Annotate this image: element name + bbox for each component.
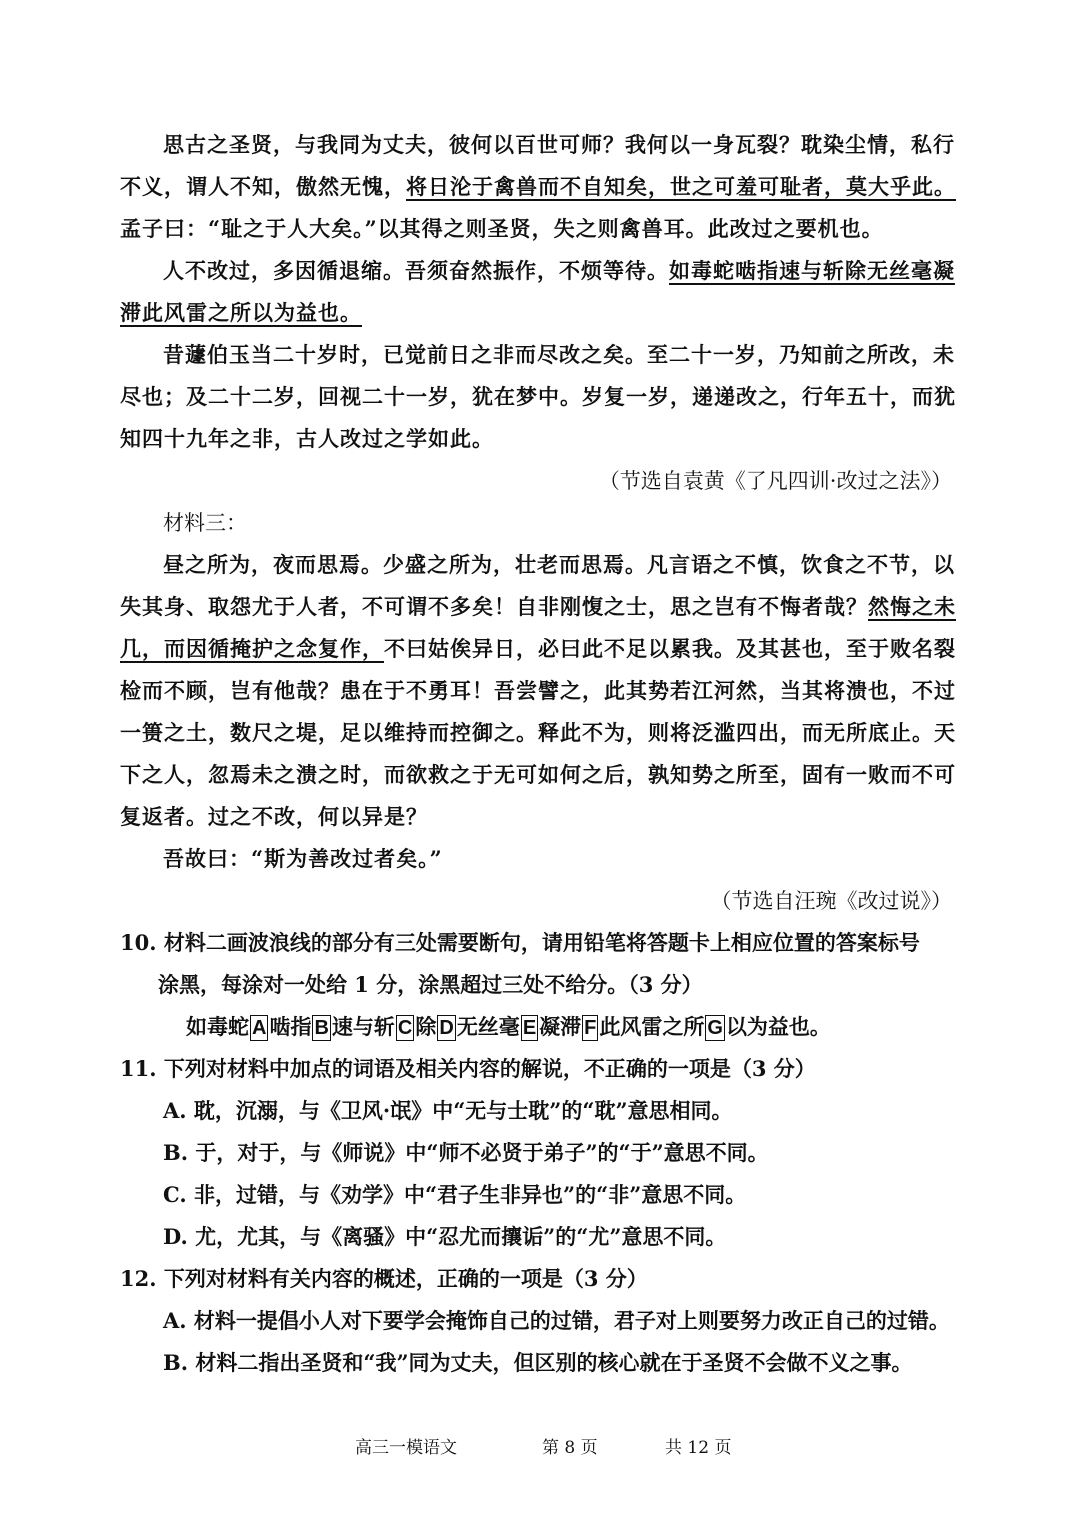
m2-p1-line2-text: 不义，谓人不知，傲然无愧， xyxy=(120,174,406,199)
q10-seg: 无丝毫 xyxy=(456,1014,520,1039)
m3-line4: 检而不顾，岂有他哉？患在于不勇耳！吾尝譬之，此其势若江河然，当其将溃也，不过 xyxy=(120,678,956,703)
m3-line2 xyxy=(120,592,956,622)
m3-line8: 吾故曰：“斯为善改过者矣。” xyxy=(163,846,443,871)
m3-underlined-sentence-end: 几，而因循掩护之念复作， xyxy=(120,636,384,661)
m2-p3-line2: 尽也；及二十二岁，回视二十一岁，犹在梦中。岁复一岁，递递改之，行年五十，而犹 xyxy=(120,384,956,409)
m2-p1-underlined-sentence: 将日沦于禽兽而不自知矣，世之可羞可耻者，莫大乎此。 xyxy=(406,174,956,199)
m2-p1-line3: 孟子曰：“耻之于人大矣。”以其得之则圣贤，失之则禽兽耳。此改过之要机也。 xyxy=(120,216,884,241)
q10-seg: 如毒蛇 xyxy=(186,1014,249,1039)
q12-stem: 12. 下列对材料有关内容的概述，正确的一项是（3 分） xyxy=(120,1266,648,1291)
m2-p1-line2 xyxy=(120,172,956,202)
m2-p2-wavy-sentence: 如毒蛇啮指速与斩除无丝毫凝 xyxy=(669,258,955,283)
m3-heading: 材料三： xyxy=(163,511,247,535)
q11-option-a: A. 耽，沉溺，与《卫风·氓》中“无与士耽”的“耽”意思相同。 xyxy=(163,1098,733,1123)
m2-p3-line3: 知四十九年之非，古人改过之学如此。 xyxy=(120,426,494,451)
q10-mark-b[interactable]: B xyxy=(314,1017,329,1039)
q10-mark-a[interactable]: A xyxy=(252,1017,267,1039)
m3-line2-text: 失其身、取怨尤于人者，不可谓不多矣！自非刚愎之士，思之岂有不悔者哉？ xyxy=(120,594,868,619)
m2-p1-line1: 思古之圣贤，与我同为丈夫，彼何以百世可师？我何以一身瓦裂？耽染尘情，私行 xyxy=(163,132,955,157)
q10-seg: 速与斩 xyxy=(331,1014,395,1039)
m3-line6: 下之人，忽焉未之溃之时，而欲救之于无可如何之后，孰知势之所至，固有一败而不可 xyxy=(120,762,956,787)
m2-p2-wavy-sentence-end: 滞此风雷之所以为益也。 xyxy=(120,300,362,325)
footer-page-number: 第 8 页 xyxy=(542,1438,598,1458)
m2-p2-line1 xyxy=(163,256,955,286)
q11-stem: 11. 下列对材料中加点的词语及相关内容的解说，不正确的一项是（3 分） xyxy=(120,1056,816,1081)
q11-option-c: C. 非，过错，与《劝学》中“君子生非异也”的“非”意思不同。 xyxy=(163,1182,747,1207)
q10-mark-d[interactable]: D xyxy=(439,1017,454,1039)
q10-stem-line1: 10. 材料二画波浪线的部分有三处需要断句，请用铅笔将答题卡上相应位置的答案标号 xyxy=(120,930,920,955)
m3-line5: 一篑之土，数尺之堤，足以维持而控御之。释此不为，则将泛滥四出，而无所底止。天 xyxy=(120,720,956,745)
q10-mark-c[interactable]: C xyxy=(397,1017,413,1039)
q10-seg: 凝滞 xyxy=(539,1014,582,1039)
q10-mark-e[interactable]: E xyxy=(522,1017,537,1039)
m2-p3-line1: 昔蘧伯玉当二十岁时，已觉前日之非而尽改之矣。至二十一岁，乃知前之所改，未 xyxy=(163,342,955,367)
q10-sentence-options xyxy=(186,1012,831,1042)
q12-option-b: B. 材料二指出圣贤和“我”同为丈夫，但区别的核心就在于圣贤不会做不义之事。 xyxy=(163,1350,913,1375)
m2-p2-line1-text: 人不改过，多因循退缩。吾须奋然振作，不烦等待。 xyxy=(163,258,669,283)
m2-p2-line2 xyxy=(120,298,362,328)
q11-option-d: D. 尤，尤其，与《离骚》中“忍尤而攘诟”的“尤”意思不同。 xyxy=(163,1224,727,1249)
m3-line7: 复返者。过之不改，何以异是？ xyxy=(120,804,428,829)
q10-mark-g[interactable]: G xyxy=(707,1017,723,1039)
m3-line3 xyxy=(120,634,956,664)
m2-source: （节选自袁黄《了凡四训·改过之法》） xyxy=(598,469,952,493)
m3-line3-text: 不曰姑俟异日，必曰此不足以累我。及其甚也，至于败名裂 xyxy=(384,636,956,661)
footer-total-pages: 共 12 页 xyxy=(665,1438,732,1458)
q10-mark-f[interactable]: F xyxy=(584,1017,597,1039)
footer-subject: 高三一模语文 xyxy=(355,1438,457,1458)
q11-option-b: B. 于，对于，与《师说》中“师不必贤于弟子”的“于”意思不同。 xyxy=(163,1140,769,1165)
m3-line1: 昼之所为，夜而思焉。少盛之所为，壮老而思焉。凡言语之不慎，饮食之不节，以 xyxy=(163,552,955,577)
q10-stem-line2: 涂黑，每涂对一处给 1 分，涂黑超过三处不给分。（3 分） xyxy=(158,972,703,997)
q10-seg: 以为益也。 xyxy=(725,1014,831,1039)
q10-seg: 此风雷之所 xyxy=(599,1014,705,1039)
m3-source: （节选自汪琬《改过说》） xyxy=(710,889,952,913)
q10-seg: 除 xyxy=(415,1014,437,1039)
m3-underlined-sentence-start: 然悔之未 xyxy=(868,594,956,619)
q10-seg: 啮指 xyxy=(269,1014,312,1039)
q12-option-a: A. 材料一提倡小人对下要学会掩饰自己的过错，君子对上则要努力改正自己的过错。 xyxy=(163,1308,950,1333)
